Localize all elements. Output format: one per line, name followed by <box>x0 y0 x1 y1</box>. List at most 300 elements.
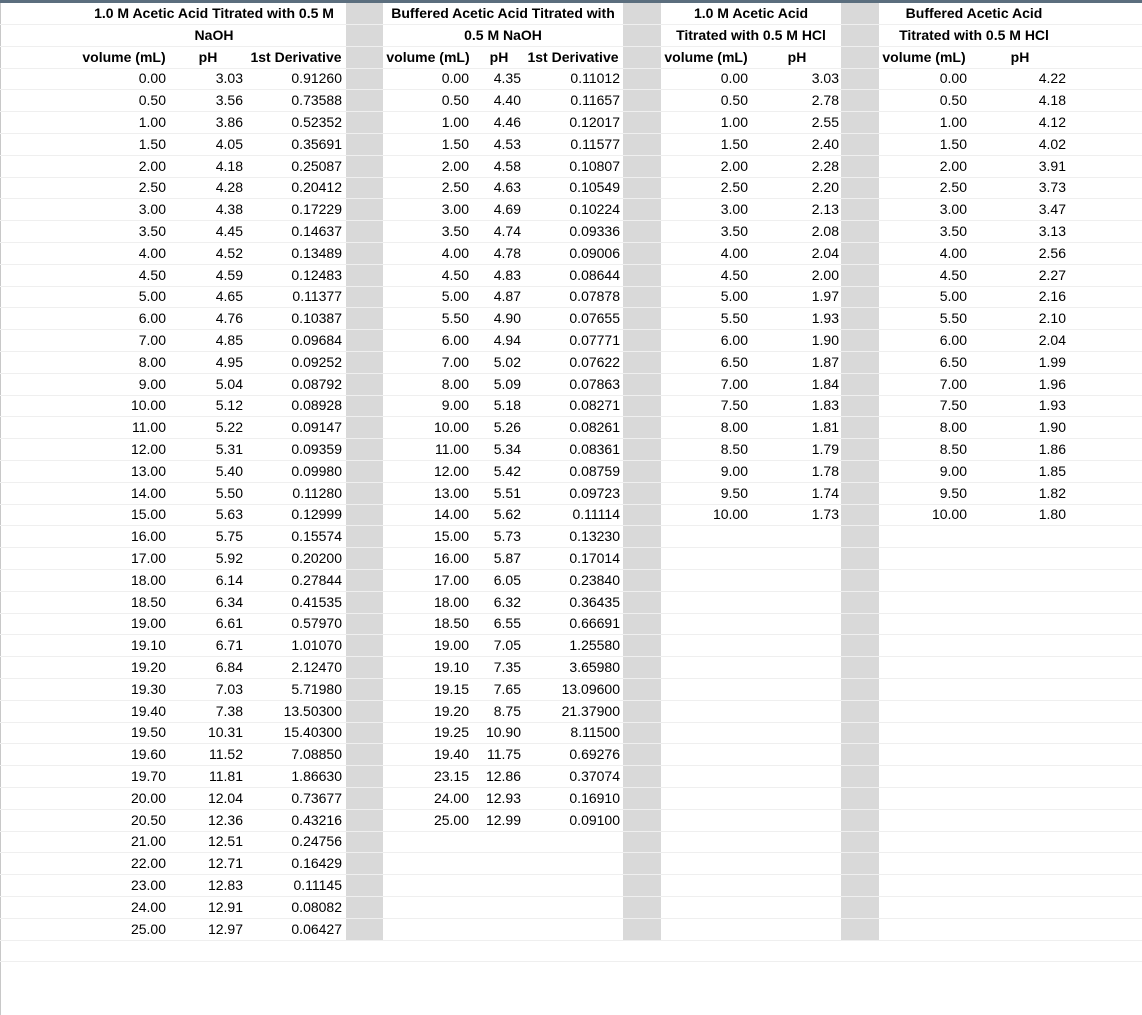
data-cell[interactable]: 16.00 <box>433 550 469 566</box>
data-cell[interactable]: 6.00 <box>939 332 967 348</box>
column-header[interactable]: 1st Derivative <box>250 48 342 65</box>
data-cell[interactable]: 3.86 <box>215 114 243 130</box>
data-cell[interactable]: 6.71 <box>215 637 243 654</box>
data-cell[interactable]: 2.50 <box>138 179 166 196</box>
data-cell[interactable]: 3.65980 <box>569 659 620 675</box>
data-cell[interactable]: 1.01070 <box>291 637 342 654</box>
data-cell[interactable]: 6.84 <box>215 659 243 675</box>
data-cell[interactable]: 0.35691 <box>291 135 342 152</box>
data-cell[interactable]: 19.40 <box>130 702 166 719</box>
data-cell[interactable]: 2.08 <box>811 223 839 239</box>
data-cell[interactable]: 9.50 <box>939 484 967 501</box>
data-cell[interactable]: 8.11500 <box>570 724 620 741</box>
data-cell[interactable]: 2.27 <box>1038 266 1066 283</box>
data-cell[interactable]: 8.50 <box>720 441 748 457</box>
data-cell[interactable]: 1.78 <box>811 462 839 479</box>
data-cell[interactable]: 6.32 <box>493 593 521 610</box>
data-cell[interactable]: 2.04 <box>811 244 839 261</box>
data-cell[interactable]: 2.78 <box>811 92 839 109</box>
data-cell[interactable]: 2.12470 <box>291 659 342 675</box>
data-cell[interactable]: 1.00 <box>138 114 166 130</box>
data-cell[interactable]: 17.00 <box>130 550 166 566</box>
data-cell[interactable]: 8.00 <box>138 353 166 370</box>
column-header[interactable]: 1st Derivative <box>527 48 619 65</box>
data-cell[interactable]: 0.15574 <box>291 528 342 545</box>
data-cell[interactable]: 0.25087 <box>291 157 342 174</box>
data-cell[interactable]: 3.91 <box>1038 157 1066 174</box>
data-cell[interactable]: 0.12999 <box>291 506 342 523</box>
data-cell[interactable]: 0.08792 <box>291 375 342 392</box>
data-cell[interactable]: 0.69276 <box>569 746 620 763</box>
data-cell[interactable]: 5.26 <box>493 419 521 436</box>
data-cell[interactable]: 4.83 <box>493 266 521 283</box>
data-cell[interactable]: 0.13230 <box>569 528 620 545</box>
data-cell[interactable]: 13.09600 <box>561 680 620 697</box>
data-cell[interactable]: 0.07878 <box>569 288 620 305</box>
data-cell[interactable]: 7.03 <box>215 680 243 697</box>
data-cell[interactable]: 0.10807 <box>569 157 620 174</box>
data-cell[interactable]: 1.50 <box>138 135 166 152</box>
data-cell[interactable]: 10.00 <box>433 419 469 436</box>
data-cell[interactable]: 13.50300 <box>283 702 342 719</box>
data-cell[interactable]: 9.00 <box>939 462 967 479</box>
data-cell[interactable]: 7.00 <box>441 353 469 370</box>
data-cell[interactable]: 8.50 <box>939 441 967 457</box>
data-cell[interactable]: 2.50 <box>720 179 748 196</box>
data-cell[interactable]: 0.11145 <box>293 877 342 893</box>
data-cell[interactable]: 5.75 <box>215 528 243 545</box>
data-cell[interactable]: 19.50 <box>130 724 166 741</box>
data-cell[interactable]: 4.76 <box>215 310 243 327</box>
data-cell[interactable]: 0.07655 <box>569 310 620 327</box>
column-header[interactable]: volume (mL) <box>882 48 966 65</box>
data-cell[interactable]: 11.00 <box>132 419 166 436</box>
data-cell[interactable]: 9.00 <box>138 375 166 392</box>
data-cell[interactable]: 0.09100 <box>569 811 620 828</box>
data-cell[interactable]: 5.00 <box>138 288 166 305</box>
data-cell[interactable]: 1.96 <box>1038 375 1066 392</box>
data-cell[interactable]: 7.00 <box>138 332 166 348</box>
data-cell[interactable]: 2.50 <box>441 179 469 196</box>
data-cell[interactable]: 0.09684 <box>291 332 342 348</box>
column-header[interactable]: volume (mL) <box>664 48 748 65</box>
data-cell[interactable]: 4.78 <box>493 244 521 261</box>
data-cell[interactable]: 7.35 <box>493 659 521 675</box>
data-cell[interactable]: 1.86 <box>1038 441 1066 457</box>
data-cell[interactable]: 1.50 <box>441 135 469 152</box>
data-cell[interactable]: 0.11577 <box>570 135 620 152</box>
data-cell[interactable]: 19.70 <box>130 768 166 784</box>
data-cell[interactable]: 15.40300 <box>283 724 342 741</box>
data-cell[interactable]: 5.50 <box>441 310 469 327</box>
data-cell[interactable]: 1.84 <box>811 375 839 392</box>
data-cell[interactable]: 0.17014 <box>569 550 620 566</box>
data-cell[interactable]: 1.79 <box>811 441 839 457</box>
data-cell[interactable]: 1.90 <box>1038 419 1066 436</box>
data-cell[interactable]: 24.00 <box>130 898 166 915</box>
data-cell[interactable]: 5.04 <box>215 375 243 392</box>
data-cell[interactable]: 7.05 <box>493 637 521 654</box>
column-header[interactable]: volume (mL) <box>386 48 470 65</box>
data-cell[interactable]: 0.37074 <box>569 768 620 784</box>
data-cell[interactable]: 12.99 <box>485 811 521 828</box>
data-cell[interactable]: 4.63 <box>493 179 521 196</box>
data-cell[interactable]: 0.24756 <box>291 833 342 850</box>
data-cell[interactable]: 2.00 <box>720 157 748 174</box>
data-cell[interactable]: 1.86630 <box>291 768 342 784</box>
data-cell[interactable]: 4.94 <box>493 332 521 348</box>
data-cell[interactable]: 8.75 <box>493 702 521 719</box>
data-cell[interactable]: 6.00 <box>138 310 166 327</box>
data-cell[interactable]: 2.10 <box>1038 310 1066 327</box>
data-cell[interactable]: 6.00 <box>720 332 748 348</box>
data-cell[interactable]: 1.73 <box>811 506 839 523</box>
data-cell[interactable]: 6.55 <box>493 615 521 632</box>
data-cell[interactable]: 1.00 <box>441 114 469 130</box>
data-cell[interactable]: 11.81 <box>209 768 243 784</box>
data-cell[interactable]: 8.00 <box>441 375 469 392</box>
data-cell[interactable]: 7.65 <box>493 680 521 697</box>
data-cell[interactable]: 4.38 <box>215 201 243 218</box>
data-cell[interactable]: 1.00 <box>939 114 967 130</box>
data-cell[interactable]: 4.50 <box>441 266 469 283</box>
data-cell[interactable]: 4.12 <box>1038 114 1066 130</box>
data-cell[interactable]: 0.08644 <box>569 266 620 283</box>
data-cell[interactable]: 0.06427 <box>291 920 342 937</box>
data-cell[interactable]: 0.09359 <box>291 441 342 457</box>
data-cell[interactable]: 5.87 <box>493 550 521 566</box>
data-cell[interactable]: 4.00 <box>939 244 967 261</box>
column-header[interactable]: pH <box>787 48 807 65</box>
data-cell[interactable]: 0.09147 <box>291 419 342 436</box>
data-cell[interactable]: 0.50 <box>939 92 967 109</box>
data-cell[interactable]: 19.40 <box>433 746 469 763</box>
data-cell[interactable]: 19.00 <box>130 615 166 632</box>
data-cell[interactable]: 1.93 <box>811 310 839 327</box>
data-cell[interactable]: 0.07622 <box>569 353 620 370</box>
data-cell[interactable]: 3.50 <box>441 223 469 239</box>
data-cell[interactable]: 4.02 <box>1038 135 1066 152</box>
data-cell[interactable]: 4.28 <box>215 179 243 196</box>
data-cell[interactable]: 2.00 <box>939 157 967 174</box>
data-cell[interactable]: 7.00 <box>720 375 748 392</box>
data-cell[interactable]: 3.00 <box>138 201 166 218</box>
data-cell[interactable]: 1.74 <box>811 484 839 501</box>
data-cell[interactable]: 19.60 <box>130 746 166 763</box>
data-cell[interactable]: 4.85 <box>215 332 243 348</box>
data-cell[interactable]: 7.50 <box>939 397 967 414</box>
data-cell[interactable]: 18.00 <box>433 593 469 610</box>
data-cell[interactable]: 1.87 <box>811 353 839 370</box>
data-cell[interactable]: 5.71980 <box>291 680 342 697</box>
data-cell[interactable]: 0.07863 <box>569 375 620 392</box>
data-cell[interactable]: 4.40 <box>493 92 521 109</box>
data-cell[interactable]: 0.57970 <box>291 615 342 632</box>
data-cell[interactable]: 0.73677 <box>291 789 342 806</box>
data-cell[interactable]: 25.00 <box>130 920 166 937</box>
data-cell[interactable]: 14.00 <box>433 506 469 523</box>
data-cell[interactable]: 24.00 <box>433 789 469 806</box>
data-cell[interactable]: 5.00 <box>441 288 469 305</box>
data-cell[interactable]: 12.51 <box>207 833 243 850</box>
data-cell[interactable]: 6.00 <box>441 332 469 348</box>
data-cell[interactable]: 19.15 <box>433 680 469 697</box>
data-cell[interactable]: 11.00 <box>435 441 469 457</box>
data-cell[interactable]: 0.41535 <box>291 593 342 610</box>
data-cell[interactable]: 4.50 <box>138 266 166 283</box>
data-cell[interactable]: 5.00 <box>939 288 967 305</box>
data-cell[interactable]: 12.71 <box>207 855 243 872</box>
data-cell[interactable]: 0.00 <box>939 70 967 87</box>
data-cell[interactable]: 0.12483 <box>291 266 342 283</box>
data-cell[interactable]: 0.43216 <box>291 811 342 828</box>
data-cell[interactable]: 13.00 <box>433 484 469 501</box>
data-cell[interactable]: 0.08082 <box>291 898 342 915</box>
data-cell[interactable]: 12.36 <box>207 811 243 828</box>
data-cell[interactable]: 19.20 <box>130 659 166 675</box>
data-cell[interactable]: 21.00 <box>130 833 166 850</box>
data-cell[interactable]: 1.80 <box>1038 506 1066 523</box>
data-cell[interactable]: 1.00 <box>720 114 748 130</box>
data-cell[interactable]: 1.50 <box>720 135 748 152</box>
data-cell[interactable]: 4.18 <box>215 157 243 174</box>
data-cell[interactable]: 12.97 <box>207 920 243 937</box>
data-cell[interactable]: 0.36435 <box>569 593 620 610</box>
data-cell[interactable]: 2.55 <box>811 114 839 130</box>
data-cell[interactable]: 5.51 <box>493 484 521 501</box>
data-cell[interactable]: 12.93 <box>485 789 521 806</box>
data-cell[interactable]: 0.27844 <box>291 571 342 588</box>
data-cell[interactable]: 5.50 <box>939 310 967 327</box>
data-cell[interactable]: 3.00 <box>720 201 748 218</box>
data-cell[interactable]: 5.50 <box>215 484 243 501</box>
data-cell[interactable]: 1.85 <box>1038 462 1066 479</box>
data-cell[interactable]: 6.14 <box>215 571 243 588</box>
data-cell[interactable]: 0.20412 <box>291 179 342 196</box>
data-cell[interactable]: 0.00 <box>138 70 166 87</box>
column-header[interactable]: pH <box>489 48 509 65</box>
data-cell[interactable]: 3.13 <box>1038 223 1066 239</box>
data-cell[interactable]: 0.52352 <box>291 114 342 130</box>
data-cell[interactable]: 4.69 <box>493 201 521 218</box>
data-cell[interactable]: 12.91 <box>207 898 243 915</box>
data-cell[interactable]: 0.08261 <box>569 419 620 436</box>
data-cell[interactable]: 8.00 <box>939 419 967 436</box>
data-cell[interactable]: 0.09980 <box>291 462 342 479</box>
data-cell[interactable]: 4.65 <box>215 288 243 305</box>
data-cell[interactable]: 23.00 <box>130 877 166 893</box>
data-cell[interactable]: 0.11657 <box>570 92 620 109</box>
data-cell[interactable]: 4.00 <box>720 244 748 261</box>
data-cell[interactable]: 5.63 <box>215 506 243 523</box>
data-cell[interactable]: 16.00 <box>130 528 166 545</box>
data-cell[interactable]: 6.34 <box>215 593 243 610</box>
data-cell[interactable]: 5.40 <box>215 462 243 479</box>
data-cell[interactable]: 11.52 <box>209 746 243 763</box>
data-cell[interactable]: 3.73 <box>1038 179 1066 196</box>
data-cell[interactable]: 12.83 <box>207 877 243 893</box>
data-cell[interactable]: 7.08850 <box>291 746 342 763</box>
data-cell[interactable]: 21.37900 <box>561 702 620 719</box>
data-cell[interactable]: 10.00 <box>130 397 166 414</box>
data-cell[interactable]: 0.09336 <box>569 223 620 239</box>
data-cell[interactable]: 4.05 <box>215 135 243 152</box>
data-cell[interactable]: 3.47 <box>1038 201 1066 218</box>
data-cell[interactable]: 11.75 <box>487 746 521 763</box>
data-cell[interactable]: 5.34 <box>493 441 521 457</box>
data-cell[interactable]: 1.83 <box>811 397 839 414</box>
data-cell[interactable]: 0.09723 <box>569 484 620 501</box>
data-cell[interactable]: 0.11012 <box>570 70 620 87</box>
data-cell[interactable]: 0.11280 <box>292 484 342 501</box>
data-cell[interactable]: 5.12 <box>215 397 243 414</box>
data-cell[interactable]: 1.82 <box>1038 484 1066 501</box>
data-cell[interactable]: 12.04 <box>207 789 243 806</box>
data-cell[interactable]: 20.50 <box>130 811 166 828</box>
data-cell[interactable]: 23.15 <box>433 768 469 784</box>
data-cell[interactable]: 3.56 <box>215 92 243 109</box>
data-cell[interactable]: 19.10 <box>130 637 166 654</box>
data-cell[interactable]: 2.40 <box>811 135 839 152</box>
data-cell[interactable]: 0.10387 <box>291 310 342 327</box>
data-cell[interactable]: 0.08361 <box>569 441 620 457</box>
data-cell[interactable]: 5.09 <box>493 375 521 392</box>
data-cell[interactable]: 5.00 <box>720 288 748 305</box>
data-cell[interactable]: 2.56 <box>1038 244 1066 261</box>
data-cell[interactable]: 3.50 <box>138 223 166 239</box>
data-cell[interactable]: 0.14637 <box>291 223 342 239</box>
data-cell[interactable]: 17.00 <box>433 571 469 588</box>
data-cell[interactable]: 4.74 <box>493 223 521 239</box>
data-cell[interactable]: 4.90 <box>493 310 521 327</box>
data-cell[interactable]: 0.16429 <box>291 855 342 872</box>
data-cell[interactable]: 0.20200 <box>291 550 342 566</box>
data-cell[interactable]: 15.00 <box>130 506 166 523</box>
data-cell[interactable]: 3.00 <box>441 201 469 218</box>
data-cell[interactable]: 12.00 <box>433 462 469 479</box>
data-cell[interactable]: 15.00 <box>433 528 469 545</box>
data-cell[interactable]: 4.87 <box>493 288 521 305</box>
data-cell[interactable]: 0.50 <box>720 92 748 109</box>
data-cell[interactable]: 5.22 <box>215 419 243 436</box>
data-cell[interactable]: 18.50 <box>130 593 166 610</box>
data-cell[interactable]: 5.42 <box>493 462 521 479</box>
data-cell[interactable]: 10.90 <box>485 724 521 741</box>
data-cell[interactable]: 2.00 <box>138 157 166 174</box>
data-cell[interactable]: 0.16910 <box>569 789 620 806</box>
data-cell[interactable]: 3.03 <box>215 70 243 87</box>
data-cell[interactable]: 5.50 <box>720 310 748 327</box>
data-cell[interactable]: 0.23840 <box>569 571 620 588</box>
data-cell[interactable]: 9.00 <box>441 397 469 414</box>
data-cell[interactable]: 0.09006 <box>569 244 620 261</box>
data-cell[interactable]: 5.31 <box>215 441 243 457</box>
data-cell[interactable]: 8.00 <box>720 419 748 436</box>
data-cell[interactable]: 1.90 <box>811 332 839 348</box>
data-cell[interactable]: 2.28 <box>811 157 839 174</box>
data-cell[interactable]: 4.52 <box>215 244 243 261</box>
data-cell[interactable]: 25.00 <box>433 811 469 828</box>
data-cell[interactable]: 0.11377 <box>292 288 342 305</box>
data-cell[interactable]: 7.38 <box>215 702 243 719</box>
data-cell[interactable]: 19.20 <box>433 702 469 719</box>
data-cell[interactable]: 0.08271 <box>569 397 620 414</box>
data-cell[interactable]: 3.50 <box>720 223 748 239</box>
data-cell[interactable]: 5.73 <box>493 528 521 545</box>
data-cell[interactable]: 0.10224 <box>569 201 620 218</box>
column-header[interactable]: pH <box>198 48 218 65</box>
data-cell[interactable]: 0.50 <box>441 92 469 109</box>
data-cell[interactable]: 6.61 <box>215 615 243 632</box>
data-cell[interactable]: 0.10549 <box>569 179 620 196</box>
data-cell[interactable]: 0.11114 <box>572 506 620 523</box>
data-cell[interactable]: 5.02 <box>493 353 521 370</box>
data-cell[interactable]: 4.50 <box>720 266 748 283</box>
data-cell[interactable]: 19.00 <box>433 637 469 654</box>
data-cell[interactable]: 4.53 <box>493 135 521 152</box>
data-cell[interactable]: 0.08759 <box>569 462 620 479</box>
data-cell[interactable]: 2.50 <box>939 179 967 196</box>
data-cell[interactable]: 0.00 <box>441 70 469 87</box>
data-cell[interactable]: 0.08928 <box>291 397 342 414</box>
data-cell[interactable]: 12.00 <box>130 441 166 457</box>
data-cell[interactable]: 18.50 <box>433 615 469 632</box>
data-cell[interactable]: 4.00 <box>138 244 166 261</box>
data-cell[interactable]: 0.07771 <box>569 332 620 348</box>
data-cell[interactable]: 14.00 <box>130 484 166 501</box>
data-cell[interactable]: 6.50 <box>939 353 967 370</box>
data-cell[interactable]: 3.50 <box>939 223 967 239</box>
data-cell[interactable]: 2.20 <box>811 179 839 196</box>
data-cell[interactable]: 4.35 <box>493 70 521 87</box>
data-cell[interactable]: 4.22 <box>1038 70 1066 87</box>
data-cell[interactable]: 0.00 <box>720 70 748 87</box>
data-cell[interactable]: 9.50 <box>720 484 748 501</box>
data-cell[interactable]: 19.30 <box>130 680 166 697</box>
data-cell[interactable]: 0.91260 <box>291 70 342 87</box>
data-cell[interactable]: 6.50 <box>720 353 748 370</box>
data-cell[interactable]: 4.00 <box>441 244 469 261</box>
data-cell[interactable]: 3.00 <box>939 201 967 218</box>
data-cell[interactable]: 0.66691 <box>569 615 620 632</box>
data-cell[interactable]: 12.86 <box>485 768 521 784</box>
data-cell[interactable]: 2.13 <box>811 201 839 218</box>
data-cell[interactable]: 1.99 <box>1038 353 1066 370</box>
data-cell[interactable]: 19.25 <box>433 724 469 741</box>
data-cell[interactable]: 10.31 <box>207 724 243 741</box>
data-cell[interactable]: 3.03 <box>811 70 839 87</box>
data-cell[interactable]: 5.62 <box>493 506 521 523</box>
data-cell[interactable]: 13.00 <box>130 462 166 479</box>
data-cell[interactable]: 7.00 <box>939 375 967 392</box>
data-cell[interactable]: 0.73588 <box>291 92 342 109</box>
data-cell[interactable]: 0.17229 <box>291 201 342 218</box>
data-cell[interactable]: 1.93 <box>1038 397 1066 414</box>
data-cell[interactable]: 0.50 <box>138 92 166 109</box>
data-cell[interactable]: 22.00 <box>130 855 166 872</box>
data-cell[interactable]: 1.50 <box>939 135 967 152</box>
data-cell[interactable]: 4.59 <box>215 266 243 283</box>
data-cell[interactable]: 7.50 <box>720 397 748 414</box>
data-cell[interactable]: 20.00 <box>130 789 166 806</box>
data-cell[interactable]: 10.00 <box>931 506 967 523</box>
data-cell[interactable]: 4.50 <box>939 266 967 283</box>
data-cell[interactable]: 1.25580 <box>569 637 620 654</box>
data-cell[interactable]: 0.12017 <box>569 114 620 130</box>
data-cell[interactable]: 9.00 <box>720 462 748 479</box>
data-cell[interactable]: 4.58 <box>493 157 521 174</box>
data-cell[interactable]: 4.45 <box>215 223 243 239</box>
